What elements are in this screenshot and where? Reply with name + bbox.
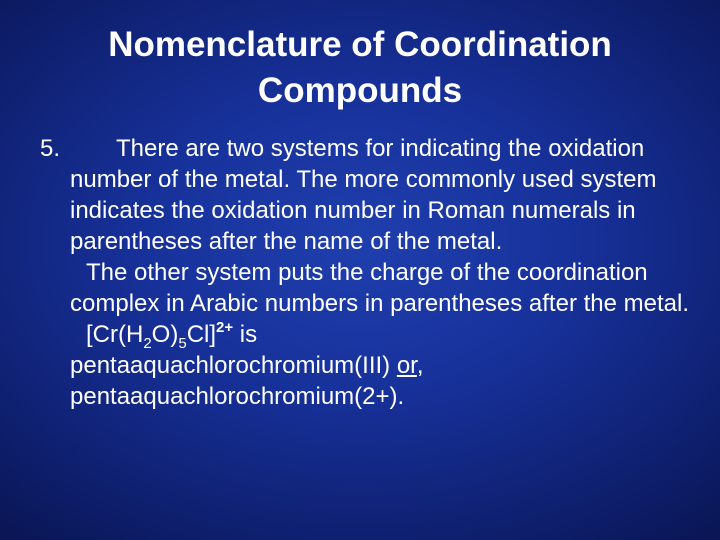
formula-subscript-2: 5 [178,335,187,352]
formula-mid: O) [151,321,179,348]
name-roman: pentaaquachlorochromium(III) [70,352,397,379]
formula-after: is [233,321,258,348]
paragraph-2-text: The other system puts the charge of the coordination complex in Arabic numbers in parentheses after the metal. [70,259,689,317]
slide-body [40,133,690,412]
formula-example [40,319,690,412]
point-5-paragraph-2 [40,257,690,319]
formula-charge: 2+ [216,319,234,336]
item-number: 5. [40,135,61,162]
title-line-2: Compounds [257,71,463,110]
formula-close: Cl] [186,321,217,348]
title-line-1: Nomenclature of Coordination [108,25,612,64]
formula-subscript-1: 2 [143,335,152,352]
connector-comma: , [416,352,424,379]
connector-or: or [396,352,417,379]
paragraph-1-text: There are two systems for indicating the oxidation number of the metal. The more commonly used system indicates the oxidation number in Roman numerals in parentheses after the name of the metal. [70,135,657,255]
name-arabic: pentaaquachlorochromium(2+). [70,383,405,410]
formula-open: [Cr(H [86,321,144,348]
slide-title [40,22,680,114]
point-5-paragraph-1 [40,133,690,257]
